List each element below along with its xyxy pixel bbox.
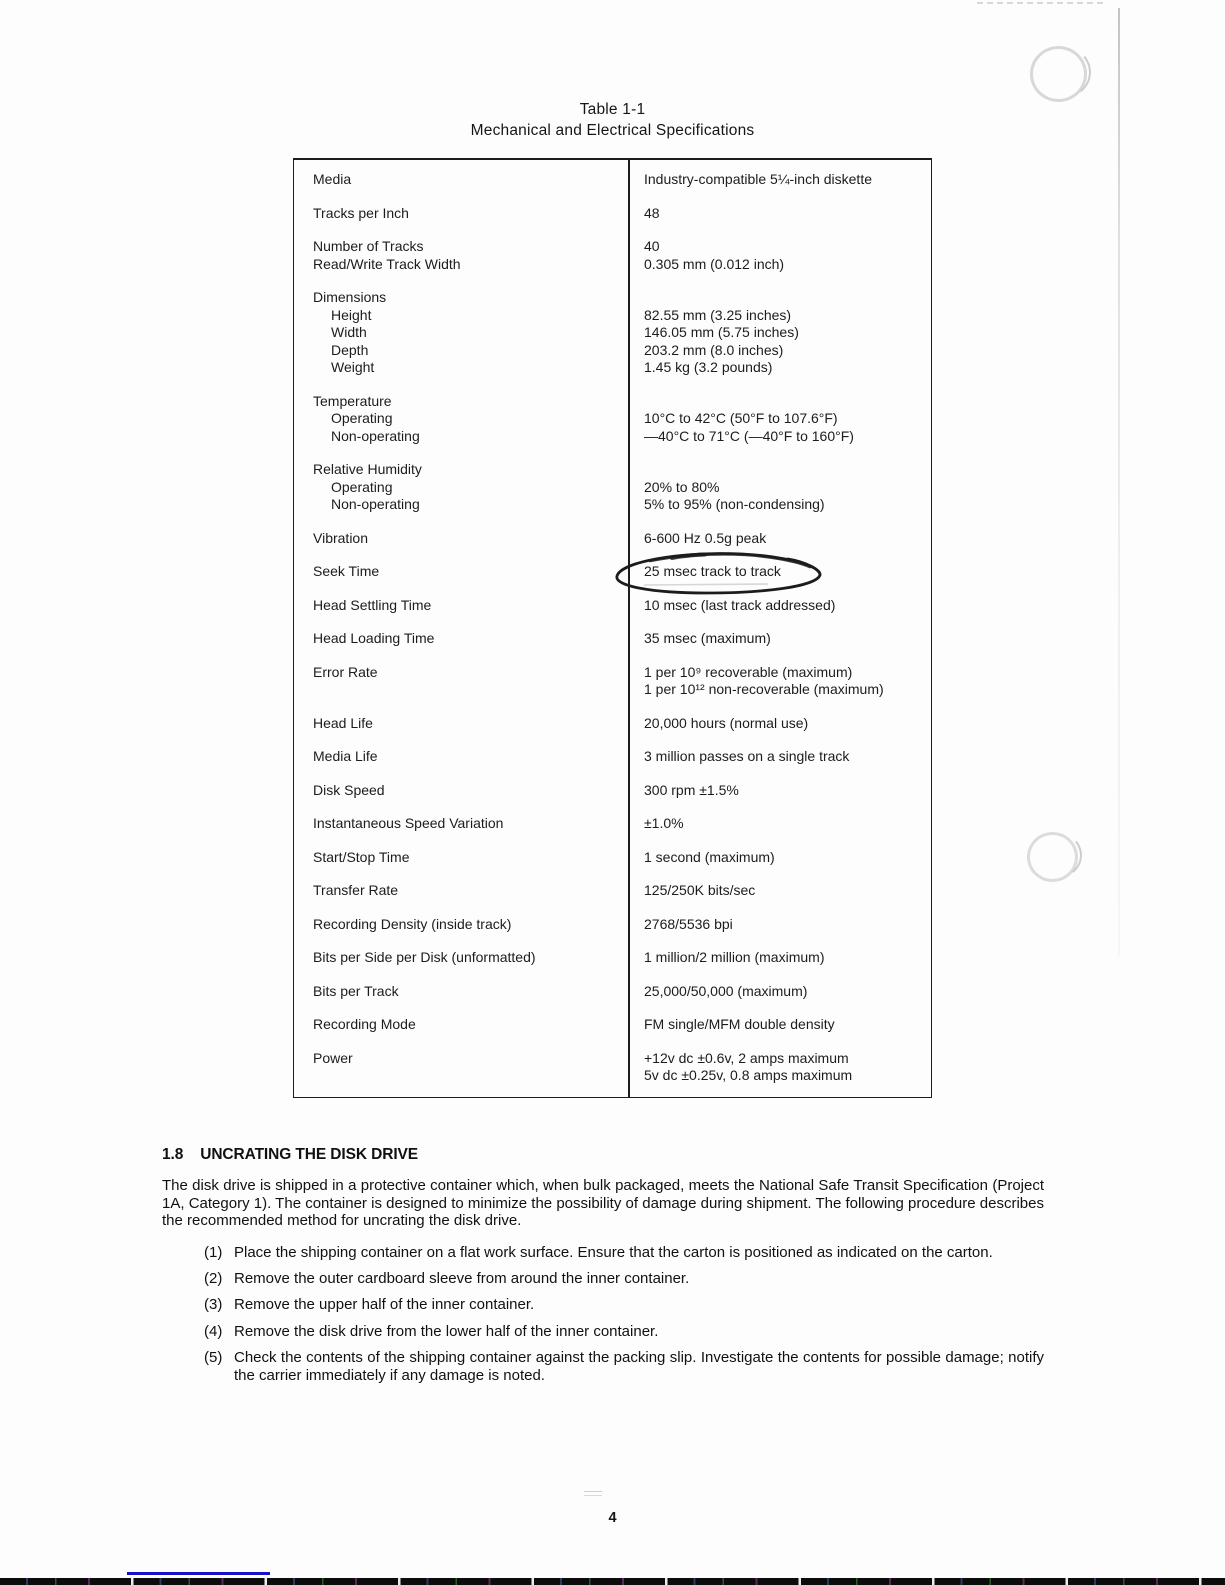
spec-row [294,983,931,1001]
list-item-number: (4) [204,1322,223,1340]
spec-row [294,882,931,900]
spec-row [294,597,931,615]
circled-seek-time-value [644,563,781,581]
spec-group [294,983,931,1001]
list-item-text: Remove the upper half of the inner container. [234,1296,535,1314]
spec-value: 146.05 mm (5.75 inches) [644,324,799,340]
spec-value: 5% to 95% (non-condensing) [644,496,825,512]
spec-label: Width [331,324,367,340]
spec-row [294,815,931,833]
spec-row [294,393,931,411]
spec-value: 6-600 Hz 0.5g peak [644,529,767,546]
uncrate-step [162,1244,1044,1262]
spec-label: Bits per Track [313,982,399,999]
spec-row [294,359,931,377]
spec-row [294,324,931,342]
spec-row [294,1016,931,1034]
spec-row [294,205,931,223]
spec-value: 5v dc ±0.25v, 0.8 amps maximum [644,1067,853,1083]
list-item-text: Place the shipping container on a flat work surface. Ensure that the carton is positioned as indicated on the carton. [234,1243,993,1261]
spec-group [294,597,931,615]
spec-label: Dimensions [313,289,387,305]
spec-row [294,916,931,934]
scan-dashes-artifact [977,2,1103,4]
spec-group [294,949,931,967]
spec-label: Number of Tracks [313,238,424,254]
spec-value: 48 [644,204,660,221]
spec-label [294,1067,628,1085]
list-item-number: (3) [204,1296,223,1314]
spec-label: Non-operating [331,427,420,444]
spec-value: 203.2 mm (8.0 inches) [644,341,784,358]
spec-value: 25,000/50,000 (maximum) [644,982,808,999]
spec-value: +12v dc ±0.6v, 2 amps maximum [644,1049,849,1066]
spec-value: 10°C to 42°C (50°F to 107.6°F) [644,410,838,426]
spec-label: Vibration [313,529,369,546]
spec-value: 125/250K bits/sec [644,882,756,898]
spec-row [294,563,931,581]
spec-value: 20,000 hours (normal use) [644,714,809,731]
spec-label: Tracks per Inch [313,204,409,221]
list-item-number: (2) [204,1270,223,1288]
spec-value: 1 per 10⁹ recoverable (maximum) [644,663,853,680]
specifications-table [293,158,932,1098]
spec-row [294,256,931,274]
spec-value: 300 rpm ±1.5% [644,781,739,798]
uncrating-section [162,1146,1044,1393]
spec-row [294,496,931,514]
spec-label [294,681,628,699]
spec-row [294,681,931,699]
uncrate-step [162,1349,1044,1385]
spec-label: Start/Stop Time [313,848,410,865]
spec-group [294,393,931,446]
spec-row [294,849,931,867]
spec-row [294,410,931,428]
section-paragraph: The disk drive is shipped in a protective container which, when bulk packaged, meets the National Safe Transit Specification (Project 1A, Category 1). The container is designed to minimize the possibility of damage during shipment. The following procedure describes the recommended method for uncrating the disk drive. [162,1177,1044,1230]
uncrate-step [162,1323,1044,1341]
section-title: UNCRATING THE DISK DRIVE [200,1146,419,1163]
spec-row [294,949,931,967]
spec-label: Head Loading Time [313,630,435,646]
spec-row [294,630,931,648]
table-column-divider [628,160,630,1097]
spec-value: 35 msec (maximum) [644,630,771,646]
spec-value: 2768/5536 bpi [644,915,733,932]
hole-punch-artifact-middle [1027,832,1078,882]
blue-underline-mark [127,1572,270,1575]
spec-label: Read/Write Track Width [313,255,461,272]
spec-value: 3 million passes on a single track [644,748,850,764]
page-number: 4 [608,1510,617,1526]
spec-label: Operating [331,478,393,495]
spec-row [294,238,931,256]
spec-value [628,461,931,479]
spec-label: Seek Time [313,563,380,579]
spec-label: Relative Humidity [313,461,422,477]
spec-group [294,715,931,733]
spec-group [294,882,931,900]
spec-row [294,307,931,325]
spec-row [294,715,931,733]
list-item-text: Remove the disk drive from the lower half of the inner container. [234,1322,659,1340]
spec-value: —40°C to 71°C (—40°F to 160°F) [644,427,854,444]
uncrating-steps-list [162,1244,1044,1385]
scan-bottom-noise-band [0,1578,1225,1585]
list-item-number: (1) [204,1243,223,1261]
spec-value: 20% to 80% [644,478,720,495]
spec-group [294,916,931,934]
spec-group [294,530,931,548]
spec-group [294,815,931,833]
spec-row [294,342,931,360]
spec-group [294,849,931,867]
spec-value: Industry-compatible 5¼-inch diskette [644,171,872,187]
section-heading [162,1146,1044,1164]
spec-label: Operating [331,410,393,426]
spec-value [628,289,931,307]
spec-label: Depth [331,341,369,358]
spec-label: Media Life [313,748,378,764]
table-caption-number: Table 1-1 [579,101,646,118]
spec-group [294,664,931,699]
spec-group [294,171,931,189]
circled-value-text: 25 msec track to track [644,563,781,579]
spec-label: Non-operating [331,496,420,512]
spec-row [294,479,931,497]
spec-label: Head Life [313,714,373,731]
spec-label: Weight [331,359,375,375]
spec-label: Recording Density (inside track) [313,915,512,932]
spec-row [294,171,931,189]
spec-row [294,1067,931,1085]
spec-row [294,1050,931,1068]
spec-table-body [294,171,931,1085]
uncrate-step [162,1270,1044,1288]
spec-label: Power [313,1049,353,1066]
spec-group [294,782,931,800]
spec-group [294,461,931,514]
spec-group [294,289,931,377]
spec-label: Error Rate [313,663,378,680]
uncrate-step [162,1296,1044,1314]
spec-group [294,630,931,648]
spec-label: Height [331,306,372,323]
spec-label: Instantaneous Speed Variation [313,815,504,831]
table-caption-title: Mechanical and Electrical Specifications [470,122,755,139]
spec-group [294,563,931,581]
hole-punch-artifact-top [1030,46,1087,102]
spec-group [294,1016,931,1034]
spec-group [294,205,931,223]
spec-value: 10 msec (last track addressed) [644,596,836,613]
spec-value: FM single/MFM double density [644,1016,835,1032]
spec-label: Bits per Side per Disk (unformatted) [313,949,536,965]
section-number: 1.8 [162,1146,184,1163]
spec-label: Disk Speed [313,781,385,798]
spec-value [628,563,931,581]
spec-row [294,664,931,682]
scan-edge-line-artifact [1118,8,1120,956]
spec-value: 1 per 10¹² non-recoverable (maximum) [644,681,884,697]
spec-value: 0.305 mm (0.012 inch) [644,255,785,272]
list-item-number: (5) [204,1348,223,1366]
spec-label: Media [313,171,352,187]
spec-label: Transfer Rate [313,882,399,898]
list-item-text: Check the contents of the shipping container against the packing slip. Investigate the contents for possible damage; notify the carrier immediately if any damage is noted. [234,1348,1044,1384]
spec-row [294,461,931,479]
spec-row [294,289,931,307]
spec-value: 40 [644,238,660,254]
spec-value: 82.55 mm (3.25 inches) [644,306,792,323]
spec-row [294,428,931,446]
spec-group [294,748,931,766]
spec-row [294,748,931,766]
spec-label: Recording Mode [313,1016,416,1032]
smudge-artifact [584,1491,602,1496]
spec-value: 1.45 kg (3.2 pounds) [644,359,773,375]
table-caption [293,99,932,141]
spec-row [294,530,931,548]
spec-group [294,238,931,273]
spec-row [294,782,931,800]
spec-label: Temperature [313,392,392,409]
spec-value [628,393,931,411]
spec-value: ±1.0% [644,815,684,831]
list-item-text: Remove the outer cardboard sleeve from around the inner container. [234,1270,690,1288]
spec-label: Head Settling Time [313,596,432,613]
spec-value: 1 second (maximum) [644,848,775,865]
spec-value: 1 million/2 million (maximum) [644,949,825,965]
spec-group [294,1050,931,1085]
